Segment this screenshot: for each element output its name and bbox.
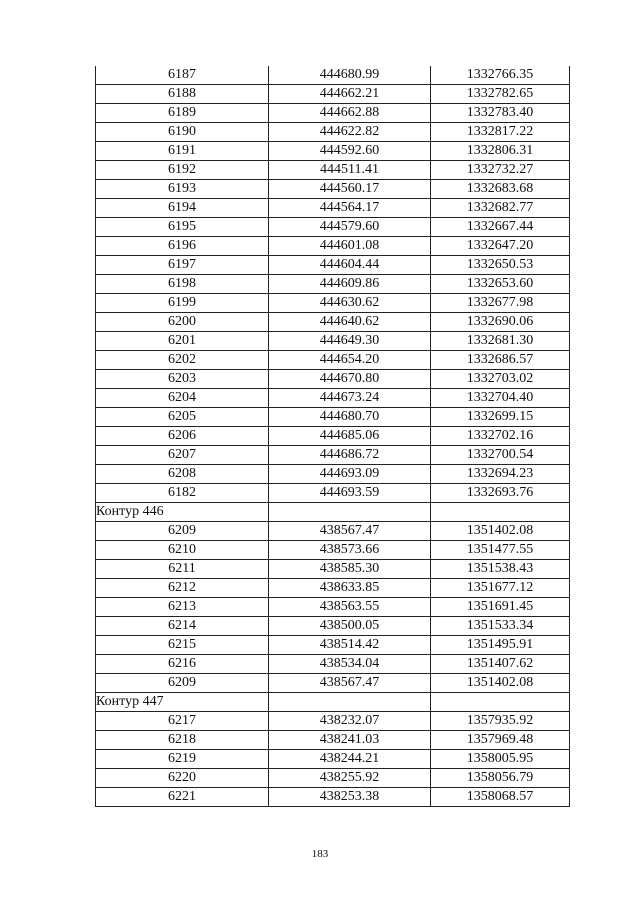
point-number-cell: 6218 bbox=[96, 731, 269, 750]
y-coordinate-cell: 1351407.62 bbox=[431, 655, 570, 674]
x-coordinate-cell: 438534.04 bbox=[269, 655, 431, 674]
point-number-cell: 6213 bbox=[96, 598, 269, 617]
y-coordinate-cell: 1332700.54 bbox=[431, 446, 570, 465]
y-coordinate-cell: 1332647.20 bbox=[431, 237, 570, 256]
table-row bbox=[96, 769, 570, 788]
y-coordinate-cell: 1351495.91 bbox=[431, 636, 570, 655]
table-row bbox=[96, 636, 570, 655]
point-number-cell: 6208 bbox=[96, 465, 269, 484]
x-coordinate-cell: 444654.20 bbox=[269, 351, 431, 370]
point-number-cell: 6197 bbox=[96, 256, 269, 275]
x-coordinate-cell: 444622.82 bbox=[269, 123, 431, 142]
y-coordinate-cell: 1357935.92 bbox=[431, 712, 570, 731]
x-coordinate-cell: 444560.17 bbox=[269, 180, 431, 199]
table-row bbox=[96, 731, 570, 750]
contour-header-row bbox=[96, 693, 570, 712]
point-number-cell: 6214 bbox=[96, 617, 269, 636]
table-row bbox=[96, 750, 570, 769]
coordinates-table-body bbox=[96, 66, 570, 807]
table-row bbox=[96, 465, 570, 484]
point-number-cell: 6200 bbox=[96, 313, 269, 332]
y-coordinate-cell: 1332683.68 bbox=[431, 180, 570, 199]
point-number-cell: 6187 bbox=[96, 66, 269, 85]
x-coordinate-cell: 438514.42 bbox=[269, 636, 431, 655]
y-coordinate-cell: 1332806.31 bbox=[431, 142, 570, 161]
point-number-cell: 6199 bbox=[96, 294, 269, 313]
y-coordinate-cell: 1358005.95 bbox=[431, 750, 570, 769]
contour-label: Контур 446 bbox=[96, 503, 269, 522]
table-row bbox=[96, 66, 570, 85]
table-row bbox=[96, 104, 570, 123]
y-coordinate-cell: 1332682.77 bbox=[431, 199, 570, 218]
y-coordinate-cell: 1332686.57 bbox=[431, 351, 570, 370]
y-coordinate-cell: 1358068.57 bbox=[431, 788, 570, 807]
point-number-cell: 6209 bbox=[96, 522, 269, 541]
x-coordinate-cell: 438573.66 bbox=[269, 541, 431, 560]
table-row bbox=[96, 788, 570, 807]
x-coordinate-cell: 444680.99 bbox=[269, 66, 431, 85]
y-coordinate-cell: 1332681.30 bbox=[431, 332, 570, 351]
x-coordinate-cell: 438585.30 bbox=[269, 560, 431, 579]
table-row bbox=[96, 617, 570, 636]
y-coordinate-cell: 1357969.48 bbox=[431, 731, 570, 750]
point-number-cell: 6202 bbox=[96, 351, 269, 370]
y-coordinate-cell: 1358056.79 bbox=[431, 769, 570, 788]
table-row bbox=[96, 351, 570, 370]
table-row bbox=[96, 180, 570, 199]
table-row bbox=[96, 370, 570, 389]
table-row bbox=[96, 484, 570, 503]
table-row bbox=[96, 408, 570, 427]
point-number-cell: 6198 bbox=[96, 275, 269, 294]
page-number: 183 bbox=[311, 848, 329, 860]
point-number-cell: 6206 bbox=[96, 427, 269, 446]
table-row bbox=[96, 199, 570, 218]
empty-cell bbox=[431, 693, 570, 712]
x-coordinate-cell: 444685.06 bbox=[269, 427, 431, 446]
x-coordinate-cell: 444693.59 bbox=[269, 484, 431, 503]
point-number-cell: 6190 bbox=[96, 123, 269, 142]
point-number-cell: 6195 bbox=[96, 218, 269, 237]
x-coordinate-cell: 438500.05 bbox=[269, 617, 431, 636]
x-coordinate-cell: 438232.07 bbox=[269, 712, 431, 731]
y-coordinate-cell: 1332690.06 bbox=[431, 313, 570, 332]
y-coordinate-cell: 1332667.44 bbox=[431, 218, 570, 237]
table-row bbox=[96, 237, 570, 256]
point-number-cell: 6212 bbox=[96, 579, 269, 598]
y-coordinate-cell: 1332783.40 bbox=[431, 104, 570, 123]
x-coordinate-cell: 444579.60 bbox=[269, 218, 431, 237]
point-number-cell: 6216 bbox=[96, 655, 269, 674]
table-row bbox=[96, 655, 570, 674]
table-row bbox=[96, 579, 570, 598]
x-coordinate-cell: 444662.21 bbox=[269, 85, 431, 104]
point-number-cell: 6210 bbox=[96, 541, 269, 560]
point-number-cell: 6201 bbox=[96, 332, 269, 351]
y-coordinate-cell: 1351402.08 bbox=[431, 674, 570, 693]
y-coordinate-cell: 1332703.02 bbox=[431, 370, 570, 389]
table-row bbox=[96, 560, 570, 579]
table-row bbox=[96, 85, 570, 104]
y-coordinate-cell: 1351691.45 bbox=[431, 598, 570, 617]
point-number-cell: 6221 bbox=[96, 788, 269, 807]
point-number-cell: 6219 bbox=[96, 750, 269, 769]
coordinates-table bbox=[95, 66, 570, 807]
table-row bbox=[96, 598, 570, 617]
x-coordinate-cell: 438563.55 bbox=[269, 598, 431, 617]
y-coordinate-cell: 1351533.34 bbox=[431, 617, 570, 636]
table-row bbox=[96, 256, 570, 275]
x-coordinate-cell: 444680.70 bbox=[269, 408, 431, 427]
x-coordinate-cell: 438255.92 bbox=[269, 769, 431, 788]
y-coordinate-cell: 1351402.08 bbox=[431, 522, 570, 541]
x-coordinate-cell: 444670.80 bbox=[269, 370, 431, 389]
point-number-cell: 6205 bbox=[96, 408, 269, 427]
y-coordinate-cell: 1332693.76 bbox=[431, 484, 570, 503]
table-row bbox=[96, 427, 570, 446]
point-number-cell: 6207 bbox=[96, 446, 269, 465]
y-coordinate-cell: 1332732.27 bbox=[431, 161, 570, 180]
x-coordinate-cell: 444592.60 bbox=[269, 142, 431, 161]
table-row bbox=[96, 522, 570, 541]
x-coordinate-cell: 438244.21 bbox=[269, 750, 431, 769]
point-number-cell: 6196 bbox=[96, 237, 269, 256]
table-row bbox=[96, 332, 570, 351]
point-number-cell: 6204 bbox=[96, 389, 269, 408]
y-coordinate-cell: 1351677.12 bbox=[431, 579, 570, 598]
table-row bbox=[96, 161, 570, 180]
x-coordinate-cell: 444564.17 bbox=[269, 199, 431, 218]
empty-cell bbox=[269, 503, 431, 522]
x-coordinate-cell: 444662.88 bbox=[269, 104, 431, 123]
point-number-cell: 6193 bbox=[96, 180, 269, 199]
point-number-cell: 6203 bbox=[96, 370, 269, 389]
y-coordinate-cell: 1332699.15 bbox=[431, 408, 570, 427]
x-coordinate-cell: 444649.30 bbox=[269, 332, 431, 351]
point-number-cell: 6209 bbox=[96, 674, 269, 693]
point-number-cell: 6189 bbox=[96, 104, 269, 123]
table-row bbox=[96, 275, 570, 294]
x-coordinate-cell: 444609.86 bbox=[269, 275, 431, 294]
point-number-cell: 6192 bbox=[96, 161, 269, 180]
contour-header-row bbox=[96, 503, 570, 522]
empty-cell bbox=[269, 693, 431, 712]
empty-cell bbox=[431, 503, 570, 522]
x-coordinate-cell: 438633.85 bbox=[269, 579, 431, 598]
x-coordinate-cell: 444601.08 bbox=[269, 237, 431, 256]
x-coordinate-cell: 444693.09 bbox=[269, 465, 431, 484]
y-coordinate-cell: 1332677.98 bbox=[431, 294, 570, 313]
x-coordinate-cell: 444604.44 bbox=[269, 256, 431, 275]
point-number-cell: 6194 bbox=[96, 199, 269, 218]
table-row bbox=[96, 674, 570, 693]
y-coordinate-cell: 1332694.23 bbox=[431, 465, 570, 484]
x-coordinate-cell: 438241.03 bbox=[269, 731, 431, 750]
y-coordinate-cell: 1332782.65 bbox=[431, 85, 570, 104]
y-coordinate-cell: 1332766.35 bbox=[431, 66, 570, 85]
point-number-cell: 6211 bbox=[96, 560, 269, 579]
point-number-cell: 6220 bbox=[96, 769, 269, 788]
table-row bbox=[96, 541, 570, 560]
contour-label: Контур 447 bbox=[96, 693, 269, 712]
point-number-cell: 6182 bbox=[96, 484, 269, 503]
x-coordinate-cell: 444511.41 bbox=[269, 161, 431, 180]
y-coordinate-cell: 1351477.55 bbox=[431, 541, 570, 560]
x-coordinate-cell: 444640.62 bbox=[269, 313, 431, 332]
point-number-cell: 6217 bbox=[96, 712, 269, 731]
y-coordinate-cell: 1332653.60 bbox=[431, 275, 570, 294]
point-number-cell: 6191 bbox=[96, 142, 269, 161]
y-coordinate-cell: 1332704.40 bbox=[431, 389, 570, 408]
table-row bbox=[96, 313, 570, 332]
point-number-cell: 6215 bbox=[96, 636, 269, 655]
x-coordinate-cell: 438253.38 bbox=[269, 788, 431, 807]
x-coordinate-cell: 438567.47 bbox=[269, 674, 431, 693]
x-coordinate-cell: 444630.62 bbox=[269, 294, 431, 313]
y-coordinate-cell: 1332817.22 bbox=[431, 123, 570, 142]
table-row bbox=[96, 123, 570, 142]
point-number-cell: 6188 bbox=[96, 85, 269, 104]
table-row bbox=[96, 389, 570, 408]
y-coordinate-cell: 1332702.16 bbox=[431, 427, 570, 446]
table-row bbox=[96, 712, 570, 731]
table-row bbox=[96, 446, 570, 465]
x-coordinate-cell: 444673.24 bbox=[269, 389, 431, 408]
x-coordinate-cell: 438567.47 bbox=[269, 522, 431, 541]
x-coordinate-cell: 444686.72 bbox=[269, 446, 431, 465]
y-coordinate-cell: 1351538.43 bbox=[431, 560, 570, 579]
table-row bbox=[96, 294, 570, 313]
table-row bbox=[96, 218, 570, 237]
table-row bbox=[96, 142, 570, 161]
y-coordinate-cell: 1332650.53 bbox=[431, 256, 570, 275]
